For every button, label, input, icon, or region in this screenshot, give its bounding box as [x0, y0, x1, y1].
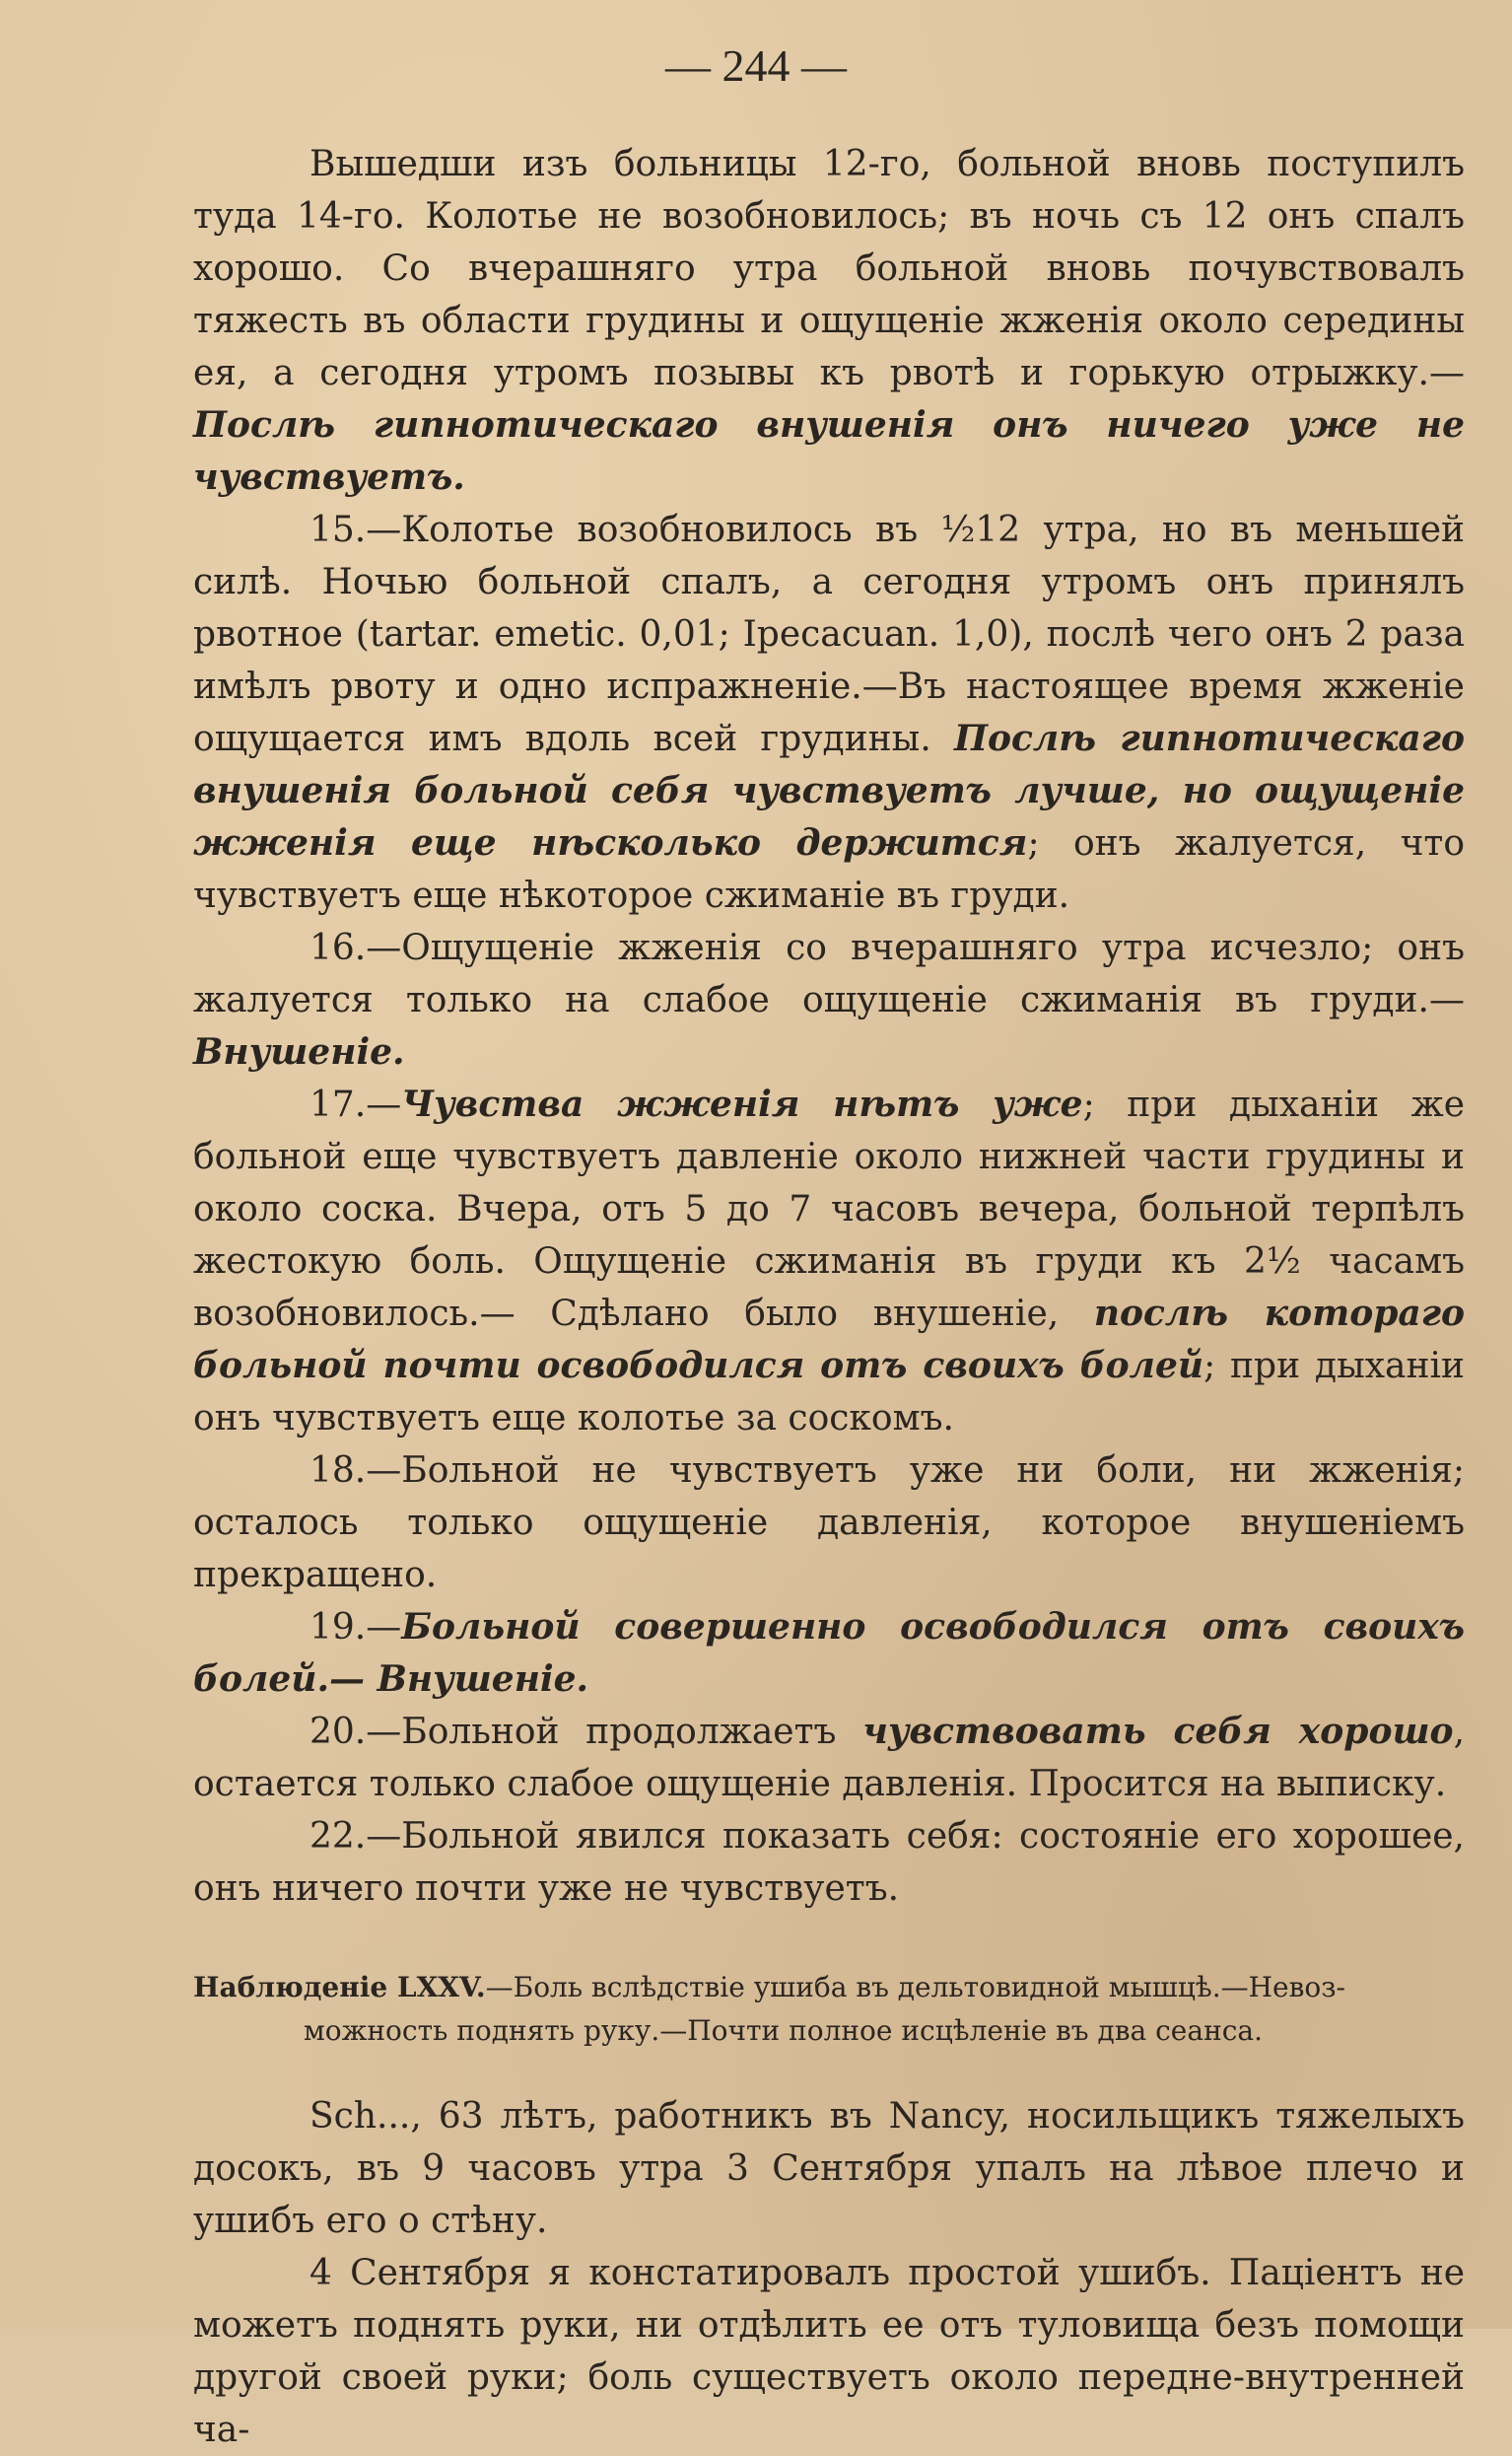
p6-italic: Больной совершенно освободился отъ своихъ болей.— Внушеніе.: [193, 1606, 1465, 1700]
p7-text-2: , остается только слабое ощущеніе давленія. Просится на выписку.: [193, 1712, 1466, 1804]
p5-text: 18.—Больной не чувствуетъ уже ни боли, ни жженія; осталось только ощущеніе давленія, которое внушеніемъ прекращено.: [193, 1450, 1465, 1595]
section-gap: [193, 2053, 1465, 2090]
p7-text-1: 20.—Больной продолжаетъ: [309, 1712, 863, 1752]
paragraph-p1: [193, 138, 1465, 504]
observation-line-2: можность поднять руку.—Почти полное исцѣленіе въ два сеанса.: [304, 2014, 1263, 2047]
p3-text: 16.—Ощущеніе жженія со вчерашняго утра исчезло; онъ жалуется только на слабое ощущеніе сжиманія въ груди.—: [193, 928, 1465, 1020]
paragraph-p5: [193, 1444, 1465, 1601]
p7-italic: чувствовать себя хорошо: [862, 1711, 1454, 1752]
p4-italic-2: послѣ котораго больной почти освободился отъ своихъ болей: [193, 1293, 1465, 1386]
paragraph-p6: [193, 1601, 1465, 1706]
p4-text-2: ; при дыханіи же больной еще чувствуетъ давленіе около нижней части грудины и около соска. Вчера, отъ 5 до 7 часовъ вечера, больной терпѣлъ жестокую боль. Ощущеніе сжиманія въ груди къ 2½ часамъ возобновилось.— Сдѣлано было внушеніе,: [193, 1085, 1465, 1334]
observation-lead: Наблюденіе LXXV.: [193, 1971, 486, 2003]
p1-italic: Послѣ гипнотическаго внушенія онъ ничего уже не чувствуетъ.: [193, 404, 1465, 498]
p3-italic: Внушеніе.: [193, 1031, 405, 1073]
closing-paragraph-2: 4 Сентября я констатировалъ простой ушибъ. Паціентъ не можетъ поднять руки, ни отдѣлить ее отъ туловища безъ помощи другой своей руки; боль существуетъ около передне-внутренней ча-: [193, 2253, 1465, 2450]
p6-text: 19.—: [309, 1607, 402, 1648]
paragraph-p8: [193, 1810, 1465, 1915]
paragraph-p7: [193, 1706, 1465, 1810]
p4-text-3: ; при дыханіи онъ чувствуетъ еще колотье за соскомъ.: [193, 1346, 1465, 1439]
page-body: [193, 138, 1465, 2456]
closing-paragraph-1: Sch..., 63 лѣтъ, работникъ въ Nancy, носильщикъ тяжелыхъ досокъ, въ 9 часовъ утра 3 Сентября упалъ на лѣвое плечо и ушибъ его о стѣну.: [193, 2096, 1465, 2241]
observation-line-1: —Боль вслѣдствіе ушиба въ дельтовидной мышцѣ.—Невоз-: [485, 1971, 1345, 2003]
p4-italic-1: Чувства жженія нѣтъ уже: [401, 1084, 1083, 1125]
p2-text-1: 15.—Колотье возобновилось въ ½12 утра, но въ меньшей силѣ. Ночью больной спалъ, а сегодня утромъ онъ принялъ рвотное (tartar. emetic. 0,01; Ipecacuan. 1,0), послѣ чего онъ 2 раза имѣлъ рвоту и одно испражненіе.—Въ настоящее время жженіе ощущается имъ вдоль всей грудины.: [193, 510, 1465, 759]
p1-text: Вышедши изъ больницы 12-го, больной вновь поступилъ туда 14-го. Колотье не возобновилось; въ ночь съ 12 онъ спалъ хорошо. Со вчерашняго утра больной вновь почувствовалъ тяжесть въ области грудины и ощущеніе жженія около середины ея, а сегодня утромъ позывы къ рвотѣ и горькую отрыжку.—: [193, 144, 1465, 393]
p2-text-2: ; онъ жалуется, что чувствуетъ еще нѣкоторое сжиманіе въ груди.: [193, 823, 1466, 916]
paragraph-p4: [193, 1079, 1465, 1444]
paragraph-p3: [193, 922, 1465, 1079]
p8-text: 22.—Больной явился показать себя: состояніе его хорошее, онъ ничего почти уже не чувствуетъ.: [193, 1816, 1465, 1909]
p4-text-1: 17.—: [309, 1085, 402, 1125]
p2-italic: Послѣ гипнотическаго внушенія больной себя чувствуетъ лучше, но ощущеніе жженія еще нѣсколько держится: [193, 718, 1466, 864]
observation-heading: [193, 1966, 1465, 2053]
page-number: — 244 —: [665, 40, 847, 91]
paragraph-p2: [193, 504, 1465, 922]
